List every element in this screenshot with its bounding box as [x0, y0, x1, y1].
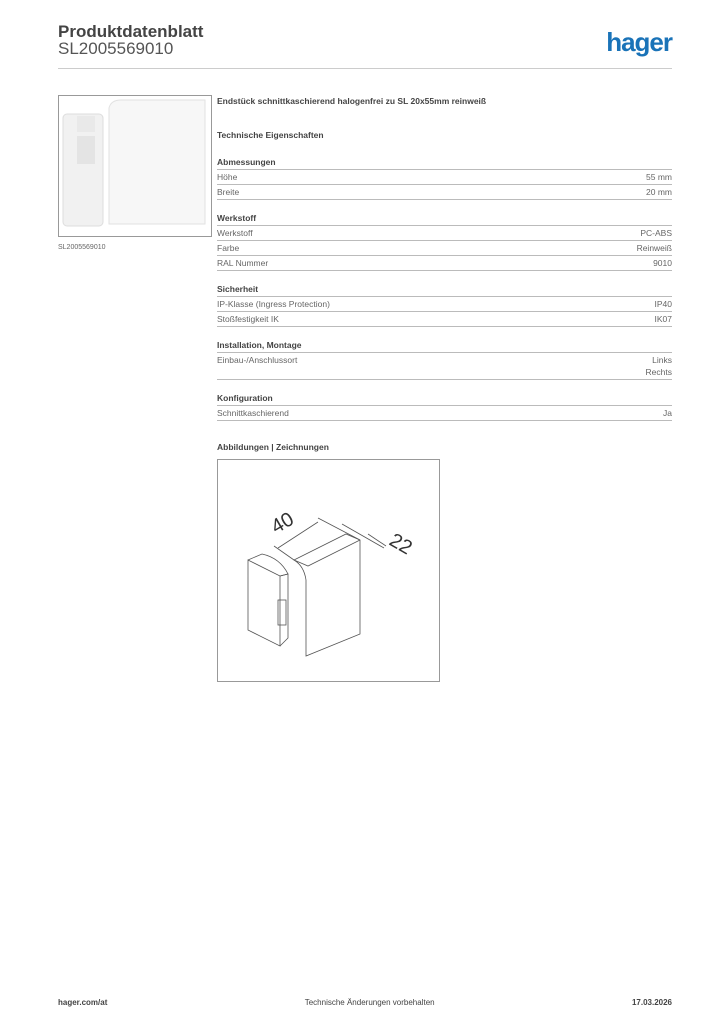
image-caption: SL2005569010 [58, 244, 106, 251]
spec-value-line: Rechts [645, 367, 672, 377]
spec-label: RAL Nummer [217, 258, 269, 268]
group-title: Werkstoff [217, 212, 672, 226]
spec-value: IP40 [654, 299, 672, 309]
group-title: Sicherheit [217, 283, 672, 297]
spec-row [217, 226, 672, 241]
group-title: Abmessungen [217, 156, 672, 170]
spec-label: Farbe [217, 243, 240, 253]
technical-drawing [217, 459, 440, 682]
spec-value: 9010 [653, 258, 672, 268]
spec-label: Höhe [217, 172, 238, 182]
spec-row [217, 312, 672, 327]
hager-logo: hager [606, 27, 672, 57]
figures-title: Abbildungen | Zeichnungen [217, 442, 329, 452]
section-title: Technische Eigenschaften [217, 130, 324, 140]
spec-value: 55 mm [646, 172, 672, 182]
spec-label: Werkstoff [217, 228, 253, 238]
spec-label: Einbau-/Anschlussort [217, 355, 298, 365]
spec-row [217, 353, 672, 380]
spec-value: PC-ABS [640, 228, 672, 238]
spec-row [217, 406, 672, 421]
group-title: Konfiguration [217, 392, 672, 406]
spec-row [217, 241, 672, 256]
group-title: Installation, Montage [217, 339, 672, 353]
footer-website: hager.com/at [58, 998, 108, 1007]
spec-row [217, 185, 672, 200]
spec-value: Ja [663, 408, 672, 418]
footer-disclaimer: Technische Änderungen vorbehalten [304, 998, 435, 1007]
spec-value [646, 354, 672, 378]
spec-label: Breite [217, 187, 240, 197]
spec-label: IP-Klasse (Ingress Protection) [217, 299, 330, 309]
footer-date: 17.03.2026 [631, 998, 672, 1007]
spec-value-line: Links [652, 355, 672, 365]
spec-label: Schnittkaschierend [217, 408, 289, 418]
spec-row [217, 170, 672, 185]
spec-column [217, 96, 672, 682]
product-image [58, 95, 212, 237]
product-code: SL2005569010 [58, 39, 174, 58]
spec-value: 20 mm [646, 187, 672, 197]
page-title: Produktdatenblatt [58, 22, 204, 41]
spec-row [217, 256, 672, 271]
spec-label: Stoßfestigkeit IK [217, 314, 279, 324]
spec-row [217, 297, 672, 312]
dimension-width: 40 [267, 508, 298, 539]
divider [58, 68, 672, 69]
dimension-depth: 22 [385, 529, 416, 560]
spec-value: Reinweiß [636, 243, 672, 253]
product-description: Endstück schnittkaschierend halogenfrei zu SL 20x55mm reinweiß [217, 96, 487, 106]
spec-value: IK07 [654, 314, 672, 324]
footer [58, 998, 672, 1007]
